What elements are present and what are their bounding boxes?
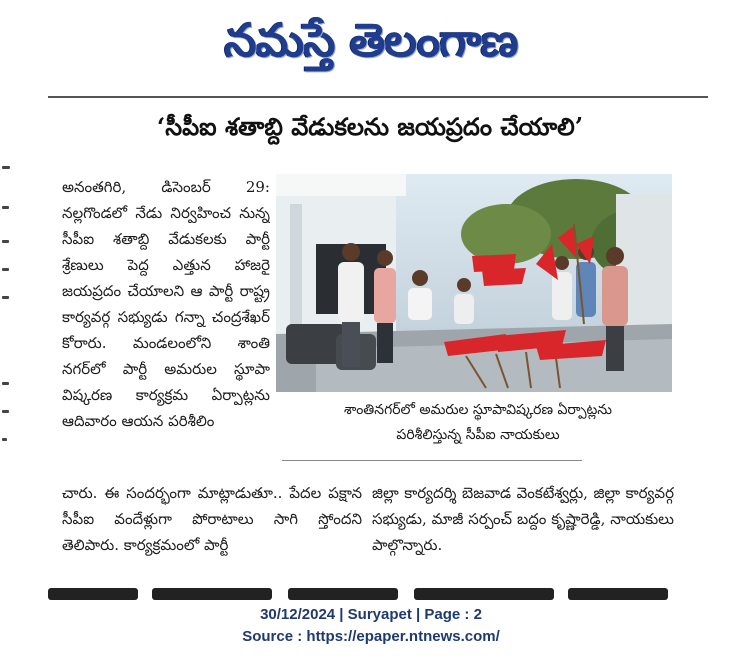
- article-body-bottom-left: చారు. ఈ సందర్భంగా మాట్లాడుతూ.. పేదల పక్షాన సీపీఐ వందేళ్లుగా పోరాటాలు సాగి స్తోందని తెలిపారు. కార్యక్రమంలో పార్టీ: [62, 484, 362, 554]
- masthead: [0, 6, 742, 74]
- edition-info: 30/12/2024 | Suryapet | Page : 2: [260, 606, 482, 623]
- masthead-title: నమస్తే తెలంగాణ: [224, 13, 518, 67]
- article-body-top: అనంతగిరి, డిసెంబర్ 29: నల్లగొండలో నేడు నిర్వహించ నున్న సీపీఐ శతాబ్ది వేడుకలకు పార్టీ శ్రేణులు పెద్ద ఎత్తున హాజరై జయప్రదం చేయాలని ఆ పార్టీ రాష్ట్ర కార్యవర్గ సభ్యుడు గన్నా చంద్రశేఖర్ కోరారు. మండలంలోని శాంతి నగర్‌లో పార్టీ అమరుల స్థూపా విష్కరణ కార్యక్రమ ఏర్పాట్లను ఆదివారం ఆయన పరిశీలిం: [62, 178, 270, 430]
- caption-line-2: పరిశీలిస్తున్న సీపీఐ నాయకులు: [396, 427, 560, 443]
- source-link[interactable]: Source : https://epaper.ntnews.com/: [242, 628, 500, 645]
- photo-caption: [282, 398, 674, 448]
- cropped-next-headline: [48, 584, 674, 600]
- article-body-bottom-right: జిల్లా కార్యదర్శి బెజవాడ వెంకటేశ్వర్లు, జిల్లా కార్యవర్గ సభ్యుడు, మాజీ సర్పంచ్ బద్దం కృష్ణారెడ్డి, నాయకులు పాల్గొన్నారు.: [372, 484, 674, 554]
- top-rule: [48, 96, 708, 98]
- news-photo: [276, 174, 672, 392]
- article-headline: ‘సీపీఐ శతాబ్ది వేడుకలను జయప్రదం చేయాలి’: [156, 112, 584, 141]
- adjacent-column-fragment: [0, 120, 14, 560]
- news-photo-illustration: [276, 174, 672, 392]
- caption-line-1: శాంతినగర్‌లో అమరుల స్థూపావిష్కరణ ఏర్పాట్లను: [344, 402, 612, 418]
- clipping-footer: [0, 604, 742, 652]
- caption-rule: [282, 460, 582, 461]
